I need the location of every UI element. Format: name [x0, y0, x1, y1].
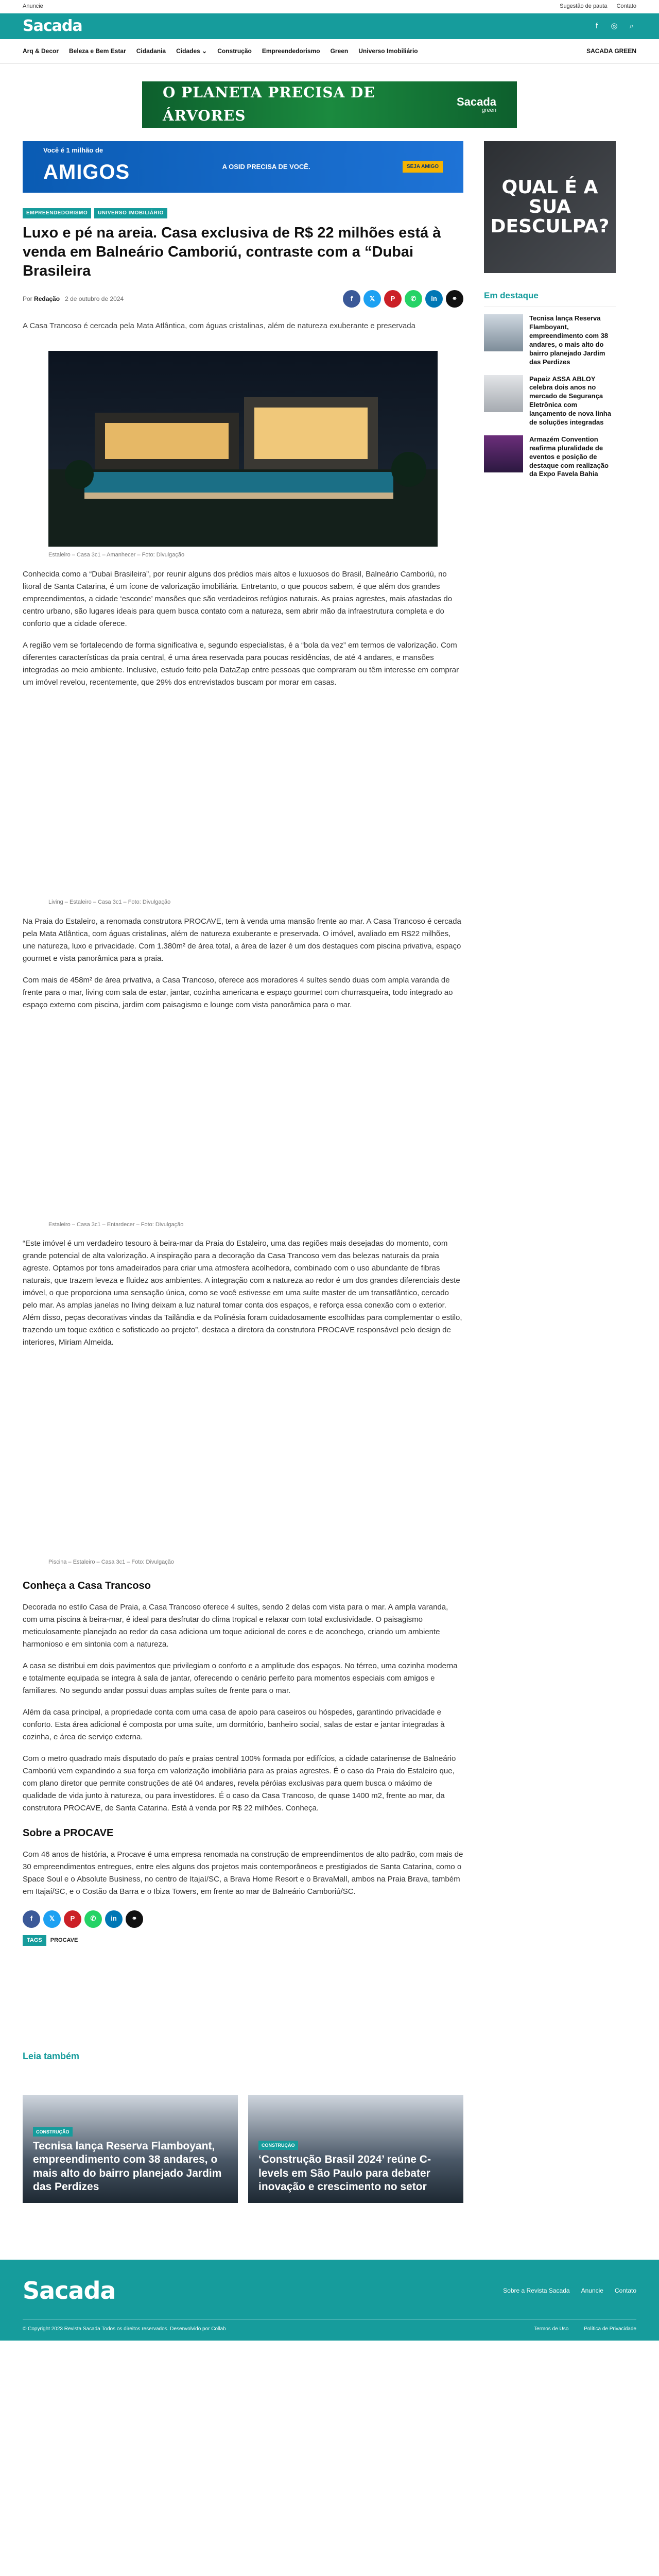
instagram-icon[interactable]: ◎ — [611, 22, 618, 30]
inline-ad-button[interactable]: SEJA AMIGO — [403, 161, 443, 173]
card-badge: CONSTRUÇÃO — [33, 2127, 73, 2137]
anuncie-link[interactable]: Anuncie — [23, 3, 43, 10]
inline-ad-right: A OSID PRECISA DE VOCÊ. — [222, 162, 310, 171]
related-title: Leia também — [23, 2051, 80, 2062]
sidebar-thumb — [484, 314, 523, 351]
nav-item-beleza[interactable]: Beleza e Bem Estar — [69, 47, 126, 55]
dusk-photo — [23, 1021, 463, 1216]
article-paragraph: Conhecida como a “Dubai Brasileira”, por reunir alguns dos prédios mais altos e luxuosos do Brasil, Balneário Camboriú, no litoral de Santa Catarina, é um ícone de valorização imobiliária. Entretanto, o que poucos sabem, é que além dos grandes empreendimentos, a cidade ‘esconde’ mansões que são verdadeiros refúgios naturais. As praias agrestes, mais afastadas do centro urbano, são lugares ideais para quem busca contato com a natureza, sem abrir mão da infraestrutura completa e do conforto que a cidade oferece. — [23, 569, 453, 628]
brand-bar — [0, 13, 659, 39]
article-paragraph: Com o metro quadrado mais disputado do país e praias central 100% formada por edifícios, a cidade catarinense de Balneário Camboriú vem expandindo a sua força em valorização imobiliária para as praias agrestes. É o caso da Praia do Estaleiro que, com plano diretor que permite construções de até 04 andares, revela péróias exclusivas para quem busca o máximo de qualidade de vida junto à natureza, ou para investidores. É o caso da Casa Trancoso, de quase 1400 m2, frente ao mar, da construtora PROCAVE, de Santa Catarina. Está à venda por R$ 22 milhões. Conheça. — [23, 1754, 456, 1812]
article-paragraph: A região vem se fortalecendo de forma significativa e, segundo especialistas, é a “bola da vez” em termos de valorização. Com diferentes características da praia central, é uma área reservada para poucas residências, de até 4 andares, e mansões integradas ao meio ambiente. Inclusive, estudo feito pela DataZap entre pessoas que compraram ou têm interesse em comprar um imóvel revelou, recentemente, que 29% dos entrevistados buscam por morar em casas. — [23, 640, 459, 687]
article-photo-1 — [23, 351, 463, 560]
sidebar-thumb — [484, 435, 523, 472]
whatsapp-share-icon[interactable]: ✆ — [405, 290, 422, 308]
photo-caption: Estaleiro – Casa 3c1 – Amanhecer – Foto: Divulgação — [48, 552, 185, 558]
article-tags — [23, 1935, 463, 1946]
house-night-photo — [48, 351, 438, 547]
nav-item-cidades[interactable]: Cidades ⌄ — [176, 47, 207, 55]
top-bar — [0, 0, 659, 13]
site-footer — [0, 2260, 659, 2341]
author-link[interactable]: Redação — [34, 295, 60, 302]
photo-caption: Living – Estaleiro – Casa 3c1 – Foto: Divulgação — [48, 899, 171, 905]
sidebar-thumb — [484, 375, 523, 412]
top-ad-headline: O PLANETA PRECISA DE ÁRVORES — [163, 84, 375, 124]
search-icon[interactable]: ⌕ — [629, 22, 634, 30]
article-paragraph: Decorada no estilo Casa de Praia, a Casa Trancoso oferece 4 suítes, sendo 2 delas com vista para o mar. A ampla varanda, com uma piscina à beira-mar, é ideal para desfrutar do clima tropical e relaxar com total exclusividade. O paisagismo meticulosamente planejado ao redor da casa adiciona um toque adicional de cores e de aconchego, criando um ambiente harmonioso e em sintonia com a natureza. — [23, 1602, 448, 1649]
related-articles — [23, 2049, 463, 2203]
photo-caption: Piscina – Estaleiro – Casa 3c1 – Foto: Divulgação — [48, 1559, 174, 1566]
pinterest-share-icon[interactable]: P — [384, 290, 402, 308]
article-byline: Por Redação 2 de outubro de 2024 — [23, 295, 124, 302]
sidebar — [484, 141, 616, 2249]
photo-caption: Estaleiro – Casa 3c1 – Entardecer – Foto: Divulgação — [48, 1221, 184, 1228]
article-photo-3 — [23, 1021, 463, 1230]
facebook-share-icon[interactable]: f — [23, 1910, 40, 1928]
sidebar-item[interactable]: Papaiz ASSA ABLOY celebra dois anos no mercado de Segurança Eletrônica com lançamento de nova linha de soluções integradas — [484, 375, 616, 427]
linkedin-share-icon[interactable]: in — [425, 290, 443, 308]
living-photo — [23, 698, 463, 894]
share-bar-bottom — [23, 1910, 463, 1928]
twitter-share-icon[interactable]: 𝕏 — [363, 290, 381, 308]
main-nav — [0, 39, 659, 64]
article-main — [23, 141, 463, 2249]
tags-label: TAGS — [23, 1935, 46, 1946]
footer-link-sobre[interactable]: Sobre a Revista Sacada — [503, 2287, 570, 2295]
pool-photo — [23, 1358, 463, 1554]
article-photo-2 — [23, 698, 463, 907]
footer-link-privacidade[interactable]: Política de Privacidade — [584, 2326, 636, 2332]
category-tag[interactable]: EMPREENDEDORISMO — [23, 208, 91, 218]
article-paragraph: Com mais de 458m² de área privativa, a Casa Trancoso, oferece aos moradores 4 suítes sendo duas com ampla varanda de frente para o mar, living com sala de estar, jantar, cozinha americana e espaço gourmet com churrasqueira, todo integrado ao espaço externo com piscina, jardim com paisagismo e lounge com vista panorâmica para o mar. — [23, 975, 453, 1009]
sidebar-ad[interactable]: QUAL É A SUA DESCULPA? — [484, 141, 616, 273]
footer-logo[interactable]: Sacada — [23, 2277, 116, 2305]
related-card[interactable] — [248, 2095, 463, 2203]
card-title: Tecnisa lança Reserva Flamboyant, empreendimento com 38 andares, o mais alto do bairro planejado Jardim das Perdizes — [33, 2140, 222, 2193]
nav-item-empreendedorismo[interactable]: Empreendedorismo — [262, 47, 320, 55]
footer-link-anuncie[interactable]: Anuncie — [581, 2287, 603, 2295]
article-paragraph: A casa se distribui em dois pavimentos que privilegiam o conforto e a amplitude dos espaços. No térreo, uma cozinha moderna e totalmente equipada se integra à sala de jantar, oferecendo o cenário perfeito para momentos especiais com amigos e familiares. No segundo andar possui duas amplas suítes de frente para o mar. — [23, 1661, 458, 1695]
article-title: Luxo e pé na areia. Casa exclusiva de R$ 22 milhões está à venda em Balneário Camboriú, contraste com a “Dubai Brasileira — [23, 225, 441, 280]
article-paragraph: Na Praia do Estaleiro, a renomada construtora PROCAVE, tem à venda uma mansão frente ao mar. A Casa Trancoso é cercada pela Mata Atlântica, com águas cristalinas, além de natureza exuberante e preservada. O imóvel, avaliado em R$22 milhões, une natureza, luxo e privacidade. Com 1.380m² de área total, a área de lazer é um dos destaques com piscina privativa, espaço gourmet e vista panorâmica para a praia. — [23, 917, 461, 963]
copy-link-icon[interactable]: ⚭ — [126, 1910, 143, 1928]
inline-ad-big: AMIGOS — [43, 161, 130, 184]
section-heading: Sobre a PROCAVE — [23, 1827, 114, 1839]
article-paragraph: “Este imóvel é um verdadeiro tesouro à beira-mar da Praia do Estaleiro, uma das regiões mais desejadas do momento, com grande potencial de alta valorização. A inspiração para a decoração da Casa Trancoso vem das belezas naturais da praia agreste. Optamos por tons amadeirados para criar uma atmosfera acolhedora, combinado com o uso abundante de fibras naturais, que trazem leveza e fluidez aos ambientes. A integração com a natureza ao redor é um dos grandes diferenciais deste imóvel, o que proporciona uma sensação única, como se você estivesse em uma suíte master de um transatlântico, cercado pelo mar. As amplas janelas no living deixam a luz natural tomar conta dos espaços, e reforça essa conexão com o exterior. Além disso, peças decorativas vindas da Tailândia e da Polinésia foram cuidadosamente escolhidas para complementar o estilo, trazendo um toque exótico e sofisticado ao projeto”, destaca a diretora da construtora PROCAVE responsável pelo design de interiores, Miriam Almeida. — [23, 1239, 462, 1347]
sidebar-title: Em destaque — [484, 289, 616, 307]
tag-link-procave[interactable]: PROCAVE — [50, 1937, 78, 1943]
pinterest-share-icon[interactable]: P — [64, 1910, 81, 1928]
top-ad-brand: Sacada green — [456, 95, 496, 113]
sidebar-item[interactable]: Armazém Convention reafirma pluralidade de eventos e posição de destaque com realização da Expo Favela Bahia — [484, 435, 616, 479]
footer-copyright: © Copyright 2023 Revista Sacada Todos os direitos reservados. Desenvolvido por Collab — [23, 2326, 226, 2332]
nav-item-cidadania[interactable]: Cidadania — [136, 47, 166, 55]
related-card[interactable] — [23, 2095, 238, 2203]
nav-item-construcao[interactable]: Construção — [217, 47, 252, 55]
category-tag[interactable]: UNIVERSO IMOBILIÁRIO — [94, 208, 167, 218]
nav-item-universo-imobiliario[interactable]: Universo Imobiliário — [358, 47, 418, 55]
article-photo-4 — [23, 1358, 463, 1567]
sugestao-pauta-link[interactable]: Sugestão de pauta — [560, 3, 608, 10]
top-banner-ad[interactable] — [142, 81, 517, 128]
whatsapp-share-icon[interactable]: ✆ — [84, 1910, 102, 1928]
card-title: ‘Construção Brasil 2024’ reúne C-levels em São Paulo para debater inovação e crescimento no setor — [258, 2154, 431, 2193]
footer-link-contato[interactable]: Contato — [614, 2287, 636, 2295]
card-badge: CONSTRUÇÃO — [258, 2141, 298, 2150]
article-paragraph: Além da casa principal, a propriedade conta com uma casa de apoio para caseiros ou hóspedes, garantindo privacidade e conforto. Esta área adicional é composta por uma suíte, um dormitório, banheiro social, salas de estar e jantar integradas à cozinha, e área de serviço externa. — [23, 1707, 445, 1741]
sidebar-item[interactable]: Tecnisa lança Reserva Flamboyant, empreendimento com 38 andares, o mais alto do bairro planejado Jardim das Perdizes — [484, 314, 616, 366]
footer-link-termos[interactable]: Termos de Uso — [534, 2326, 569, 2332]
article-lead: A Casa Trancoso é cercada pela Mata Atlântica, com águas cristalinas, além de natureza exuberante e preservada — [23, 321, 415, 331]
nav-item-sacada-green[interactable]: SACADA GREEN — [586, 47, 636, 55]
nav-item-arq-decor[interactable]: Arq & Decor — [23, 47, 59, 55]
facebook-icon[interactable]: f — [595, 22, 598, 30]
contato-link[interactable]: Contato — [616, 3, 636, 10]
facebook-share-icon[interactable]: f — [343, 290, 360, 308]
section-heading: Conheça a Casa Trancoso — [23, 1580, 151, 1591]
linkedin-share-icon[interactable]: in — [105, 1910, 123, 1928]
inline-banner-ad[interactable] — [23, 141, 463, 193]
copy-link-icon[interactable]: ⚭ — [446, 290, 463, 308]
share-bar — [343, 290, 463, 308]
article-date: 2 de outubro de 2024 — [65, 295, 124, 302]
inline-ad-small: Você é 1 milhão de — [43, 146, 103, 154]
twitter-share-icon[interactable]: 𝕏 — [43, 1910, 61, 1928]
article-paragraph: Com 46 anos de história, a Procave é uma empresa renomada na construção de empreendimentos de alto padrão, com mais de 30 empreendimentos entregues, entre eles alguns dos projetos mais contemporâneos e prestigiados de Santa Catarina, como o Space Soul e o Absolute Business, no centro de Itajaí/SC, a Brava Home Resort e o BravaMall, ambos na Praia Brava, também em Itajaí/SC, e o Costão da Barra e o Ibiza Towers, em frente ao mar de Balneário Camboriú/SC. — [23, 1850, 463, 1896]
nav-item-green[interactable]: Green — [330, 47, 349, 55]
site-logo[interactable]: Sacada — [23, 17, 82, 35]
